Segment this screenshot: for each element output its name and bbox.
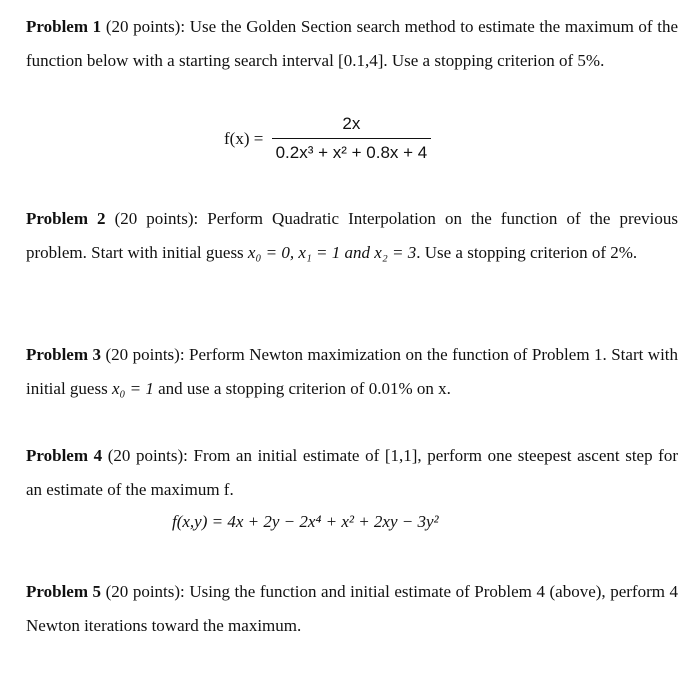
problem-2-points: (20 points):	[114, 209, 199, 228]
problem-3-points: (20 points):	[105, 345, 185, 364]
problem-4	[26, 439, 678, 507]
problem-3-text-after: and use a stopping criterion of 0.01% on x.	[158, 379, 451, 398]
equation-1-numerator: 2x	[342, 114, 361, 133]
problem-2	[26, 202, 678, 270]
problem-4-points: (20 points):	[107, 446, 188, 465]
problem-3-text-before: Perform Newton maximization on the function of Problem 1. Start with initial guess	[26, 345, 679, 398]
problem-2-text-after: . Use a stopping criterion of 2%.	[416, 243, 638, 262]
equation-1-lhs: f(x) =	[224, 128, 264, 148]
problem-3-label: Problem 3	[26, 345, 101, 364]
problem-1	[26, 10, 678, 78]
problem-3	[26, 338, 678, 406]
problem-4-text: From an initial estimate of [1,1], perform one steepest ascent step for an estimate of the maximum f.	[26, 446, 678, 499]
problem-2-text-before: Perform Quadratic Interpolation on the function of the previous problem. Start with initial guess	[26, 209, 679, 262]
problem-2-label: Problem 2	[26, 209, 106, 228]
equation-2	[172, 512, 439, 532]
problem-5-points: (20 points):	[105, 582, 185, 601]
problem-5-text: Using the function and initial estimate of Problem 4 (above), perform 4 Newton iterations toward the maximum.	[26, 582, 679, 635]
equation-1-denominator: 0.2x³ + x² + 0.8x + 4	[272, 138, 432, 163]
problem-4-label: Problem 4	[26, 446, 103, 465]
equation-2-text: f(x,y) = 4x + 2y − 2x⁴ + x² + 2xy − 3y²	[172, 512, 439, 531]
equation-1	[224, 114, 431, 163]
problem-2-guess: x₀ = 0, x₁ = 1 and x₂ = 3	[247, 243, 417, 262]
equation-1-fraction	[272, 114, 432, 163]
problem-5	[26, 575, 678, 643]
problem-3-guess: x₀ = 1	[111, 379, 154, 398]
problem-1-text: Use the Golden Section search method to estimate the maximum of the function below with a starting search interval [0.1,4]. Use a stopping criterion of 5%.	[26, 17, 679, 70]
problem-1-points: (20 points):	[105, 17, 186, 36]
problem-5-label: Problem 5	[26, 582, 102, 601]
problem-1-label: Problem 1	[26, 17, 102, 36]
